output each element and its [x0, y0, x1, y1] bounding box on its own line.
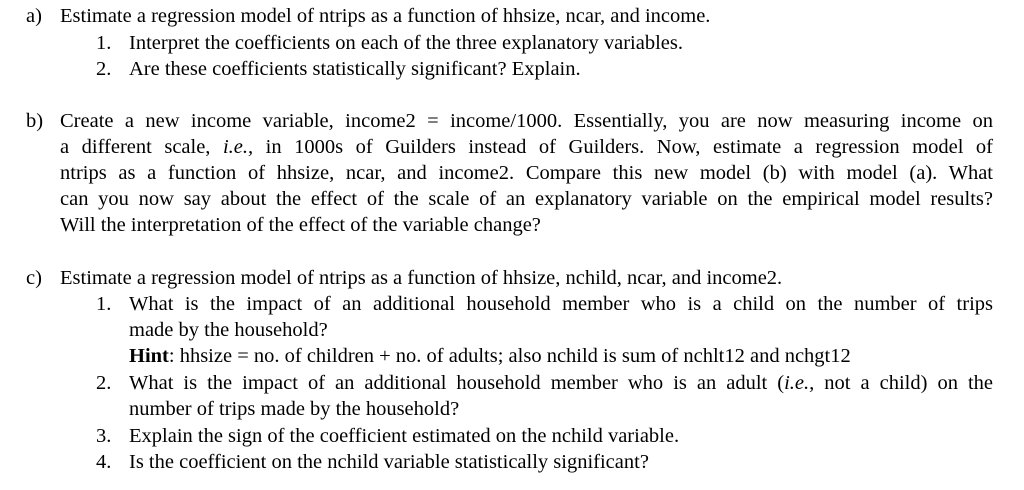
- part-c-marker: c): [26, 267, 42, 289]
- part-c-item-2-number: 2.: [96, 372, 112, 394]
- part-b-line-2-a: a different scale,: [60, 136, 223, 158]
- part-a-item-2-number: 2.: [96, 58, 112, 80]
- part-a-prompt: Estimate a regression model of ntrips as a function of hhsize, ncar, and income.: [60, 5, 711, 27]
- part-c-hint: [129, 343, 851, 369]
- hint-text: : hhsize = no. of children + no. of adults; also nchild is sum of nchlt12 and nchgt12: [168, 345, 851, 367]
- part-c-item-1-line-1: What is the impact of an additional household member who is a child on the number of trips: [129, 293, 993, 315]
- part-c-item-2-line-1: [129, 370, 993, 396]
- part-b-line-2: [60, 134, 993, 160]
- part-c-item-2-b: not a child) on the: [814, 372, 993, 394]
- part-b-marker: b): [26, 110, 44, 132]
- part-c-prompt: Estimate a regression model of ntrips as a function of hhsize, nchild, ncar, and income2.: [60, 267, 783, 289]
- part-c-item-2-line-2: number of trips made by the household?: [129, 398, 460, 420]
- part-a-item-1-text: Interpret the coefficients on each of the three explanatory variables.: [129, 32, 684, 54]
- part-c-item-4-text: Is the coefficient on the nchild variable statistically significant?: [129, 451, 649, 473]
- part-a-item-2-text: Are these coefficients statistically significant? Explain.: [129, 58, 581, 80]
- part-c-item-2-ie: i.e.,: [784, 372, 815, 394]
- part-b-ie: i.e.,: [222, 136, 254, 158]
- part-c-item-3-number: 3.: [96, 425, 112, 447]
- hint-label: Hint: [129, 345, 169, 367]
- part-c-item-4-number: 4.: [96, 451, 112, 473]
- part-a-marker: a): [26, 5, 42, 27]
- part-b-line-1: Create a new income variable, income2 = income/1000. Essentially, you are now measuring income on: [60, 110, 993, 132]
- part-b-line-4: can you now say about the effect of the scale of an explanatory variable on the empirical model results?: [60, 188, 993, 210]
- part-b-line-3: ntrips as a function of hhsize, ncar, and income2. Compare this new model (b) with model (a). What: [60, 162, 993, 184]
- part-a-item-1-number: 1.: [96, 32, 112, 54]
- part-b-line-5: Will the interpretation of the effect of the variable change?: [60, 214, 541, 236]
- part-b-line-2-b: in 1000s of Guilders instead of Guilders. Now, estimate a regression model of: [253, 136, 994, 158]
- part-c-item-3-text: Explain the sign of the coefficient estimated on the nchild variable.: [129, 425, 680, 447]
- part-c-item-1-line-2: made by the household?: [129, 319, 328, 341]
- part-c-item-2-a: What is the impact of an additional household member who is an adult (: [129, 372, 785, 394]
- part-c-item-1-number: 1.: [96, 293, 112, 315]
